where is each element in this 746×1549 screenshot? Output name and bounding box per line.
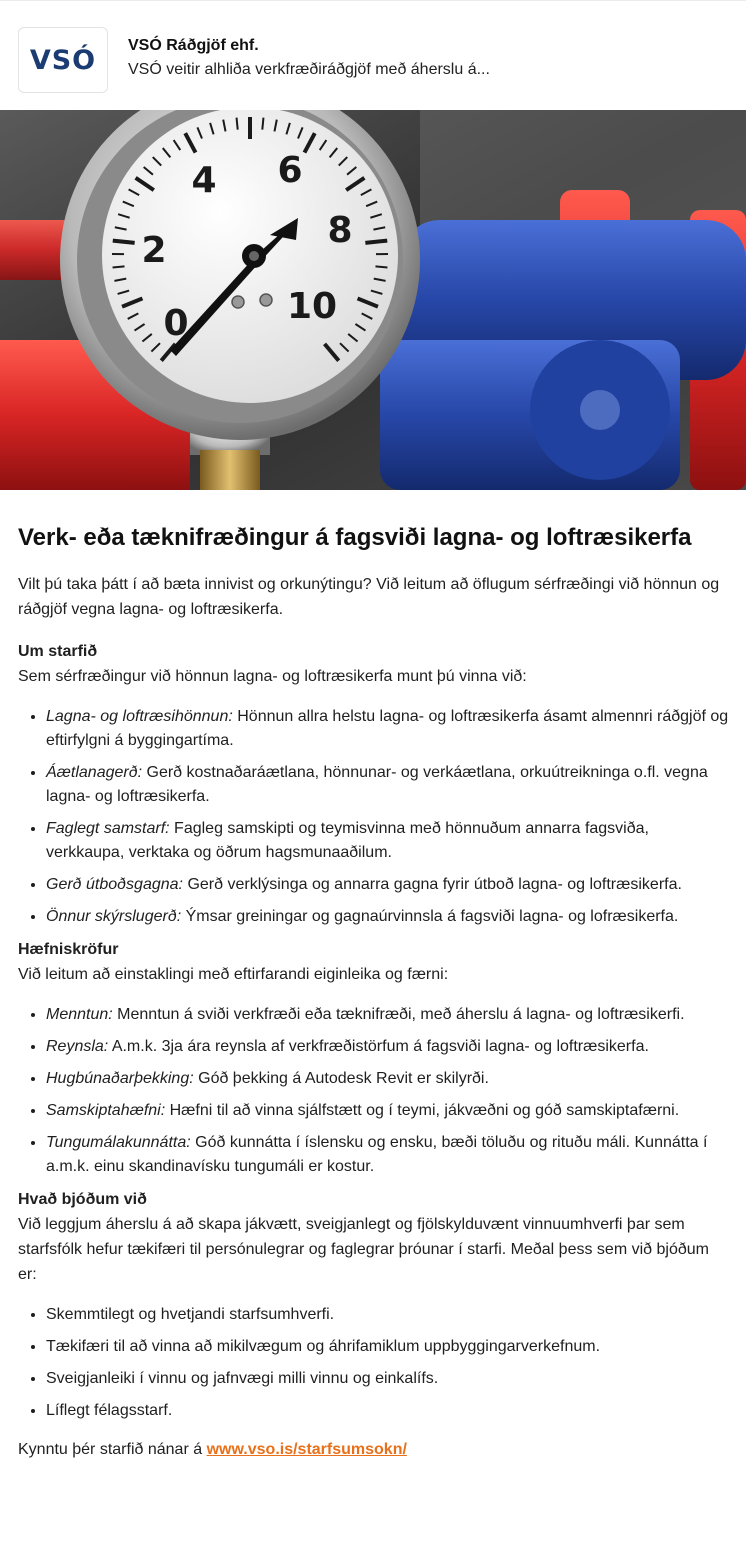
list-item-text: Gerð kostnaðaráætlana, hönnunar- og verkáætlana, orkuútreikninga o.fl. vegna lagna- og loftræsikerfa. [46,764,708,805]
about-list [18,705,730,929]
list-item-term: Reynsla: [46,1038,109,1055]
list-item: • Skemmtilegt og hvetjandi starfsumhverfi. [46,1303,730,1327]
list-item-text: Hæfni til að vinna sjálfstætt og í teymi, jákvæðni og góð samskiptafærni. [165,1102,680,1119]
gauge-label-6: 6 [277,150,303,191]
list-item [46,1099,730,1123]
list-item: • Sveigjanleiki í vinnu og jafnvægi milli vinnu og einkalífs. [46,1367,730,1391]
gauge-tick [113,241,135,243]
list-item-term: Tungumálakunnátta: [46,1134,191,1151]
requirements-list [18,1003,730,1179]
company-description: VSÓ veitir alhliða verkfræðiráðgjöf með áherslu á... [128,61,490,78]
gauge-label-4: 4 [191,160,217,201]
hero-image [0,110,746,490]
pressure-gauge-illustration [0,110,746,490]
list-item [46,705,730,753]
list-item [46,1067,730,1091]
list-item-term: Önnur skýrslugerð: [46,908,182,925]
offer-lead: Við leggjum áherslu á að skapa jákvætt, sveigjanlegt og fjölskylduvænt vinnuumhverfi þar sem starfsfólk hefur tækifæri til persónulegrar og faglegrar þróunar í starfi. Meðal þess sem við bjóðum er: [18,1216,709,1283]
list-item-text: Hönnun allra helstu lagna- og loftræsikerfa ásamt almennri ráðgjöf og eftirfylgni á byggingartíma. [46,708,729,749]
gauge-tick [262,118,263,130]
list-item-text: Fagleg samskipti og teymisvinna með hönnuðum annarra fagsviða, verkkaupa, verktaka og öðrum hagsmunaaðilum. [46,820,649,861]
company-name[interactable]: VSÓ Ráðgjöf ehf. [128,37,259,54]
careers-link[interactable]: www.vso.is/starfsumsokn/ [206,1441,407,1458]
list-item: • Tækifæri til að vinna að mikilvægum og áhrifamiklum uppbyggingarverkefnum. [46,1335,730,1359]
list-item [46,905,730,929]
offer-list [18,1303,730,1423]
list-item [46,1035,730,1059]
list-item-text: Góð þekking á Autodesk Revit er skilyrði. [193,1070,489,1087]
gauge-tick [113,266,125,267]
company-card[interactable] [0,0,746,111]
list-item [46,1003,730,1027]
gauge-label-2: 2 [141,230,167,271]
list-item-text: Gerð verklýsinga og annarra gagna fyrir útboð lagna- og loftræsikerfa. [183,876,682,893]
list-item-term: Hugbúnaðarþekking: [46,1070,194,1087]
list-item-text: A.m.k. 3ja ára reynsla af verkfræðistörfum á fagsviði lagna- og loftræsikerfa. [108,1038,649,1055]
list-item: • Líflegt félagsstarf. [46,1399,730,1423]
gauge-tick [365,241,387,243]
list-item-text: Góð kunnátta í íslensku og ensku, bæði töluðu og rituðu máli. Kunnátta í a.m.k. einu skandinavísku tungumáli er kostur. [46,1134,708,1175]
list-item [46,1131,730,1179]
list-item-term: Menntun: [46,1006,113,1023]
list-item-term: Faglegt samstarf: [46,820,170,837]
job-posting [18,520,730,1462]
job-intro: Vilt þú taka þátt í að bæta innivist og orkunýtingu? Við leitum að öflugum sérfræðingi við hönnun og ráðgjöf vegna lagna- og loftræsikerfa. [18,576,720,618]
list-item-term: Samskiptahæfni: [46,1102,166,1119]
requirements-lead: Við leitum að einstaklingi með eftirfarandi eiginleika og færni: [18,966,449,983]
gauge-label-8: 8 [327,210,353,251]
list-item [46,873,730,897]
list-item-term: Gerð útboðsgagna: [46,876,183,893]
footer-text: Kynntu þér starfið nánar á [18,1441,207,1458]
list-item [46,817,730,865]
about-heading: Um starfið [18,643,98,660]
company-logo-text: VSÓ [29,44,97,76]
about-lead: Sem sérfræðingur við hönnun lagna- og loftræsikerfa munt þú vinna við: [18,668,527,685]
list-item-term: Áætlanagerð: [46,764,143,781]
list-item [46,761,730,809]
job-title: Verk- eða tæknifræðingur á fagsviði lagna- og loftræsikerfa [18,524,692,551]
gauge-label-0: 0 [163,303,189,344]
gauge-tick [375,266,387,267]
footer-line [18,1437,730,1462]
list-item-text: Menntun á sviði verkfræði eða tæknifræði, með áherslu á lagna- og loftræsikerfi. [112,1006,685,1023]
list-item-text: Ýmsar greiningar og gagnaúrvinnsla á fagsviði lagna- og lofræsikerfa. [181,908,679,925]
list-item-term: Lagna- og loftræsihönnun: [46,708,233,725]
offer-heading: Hvað bjóðum við [18,1191,147,1208]
gauge-tick [237,118,238,130]
gauge-label-10: 10 [286,286,338,327]
requirements-heading: Hæfniskröfur [18,941,119,958]
company-logo[interactable] [18,27,108,93]
